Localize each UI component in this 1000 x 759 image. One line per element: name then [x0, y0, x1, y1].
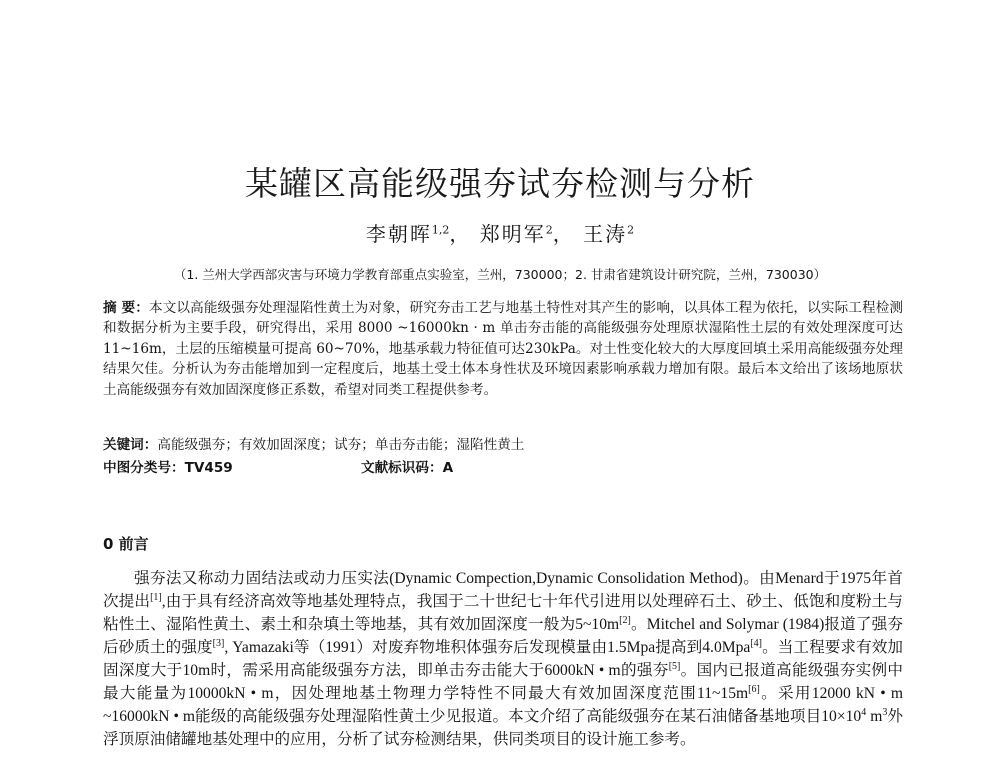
citation-mark: 4: [861, 706, 867, 718]
keywords-text: 高能级强夯；有效加固深度；试夯；单击夯击能；湿陷性黄土: [157, 437, 525, 453]
body-text-segment: ,由于具有经济高效等地基处理特点，我国于二十世纪七十年代引进用以处理碎石土、砂土、低饱和度粉土与粘性土、湿陷性黄土、素土和杂填土等地基，其有效加固深度一般为5~10m: [103, 593, 903, 633]
author-list: [0, 218, 1000, 247]
abstract-text: 本文以高能级强夯处理湿陷性黄土为对象，研究夯击工艺与地基土特性对其产生的影响，以具体工程为依托，以实际工程检测和数据分析为主要手段，研究得出，采用 8000 ~16000kn · m 单击夯击能的高能级强夯处理原状湿陷性土层的有效处理深度可达 11~16m，土层的压缩模量可提高 60~70%，地基承载力特征值可达230kPa。对土性变化较大的大厚度回填土采用高能级强夯处理结果欠佳。分析认为夯击能增加到一定程度后，地基土受土体本身性状及环境因素影响承载力增加有限。最后本文给出了该场地原状土高能级强夯有效加固深度修正系数，希望对同类工程提供参考。: [103, 300, 904, 398]
keywords-label: 关键词：: [103, 437, 158, 453]
author-3: 王涛$^2$: [583, 222, 635, 246]
document-code: 文献标识码：A: [361, 460, 454, 476]
body-text-segment: m: [866, 708, 883, 725]
section-heading: 0 前言: [103, 535, 149, 553]
paper-title: 某罐区高能级强夯试夯检测与分析: [245, 164, 755, 203]
author-2: 郑明军$^2$，: [479, 222, 575, 246]
body-text-segment: 强夯法又称动力固结法或动力压实法(Dynamic Compection,Dynamic Consolidation Method)。由Menard于1975年首次提出: [103, 570, 903, 610]
body-text-segment: 。当工程要求有效加固深度大于10m时，需采用高能级强夯方法，即单击夯击能大于6000kN • m的强夯: [103, 639, 903, 679]
author-affiliation-mark: 2: [545, 223, 553, 237]
body-text-segment: 外浮顶原油储罐地基处理中的应用，分析了试夯检测结果，供同类项目的设计施工参考。: [103, 708, 903, 748]
citation-mark: [5]: [668, 660, 681, 672]
citation-mark: [1]: [150, 591, 162, 603]
body-text-segment: 。Mitchel and Solymar (1984)报道了强夯后砂质土的强度: [103, 616, 903, 656]
citation-mark: [6]: [748, 683, 760, 695]
body-text-segment: 。采用12000 kN • m ~16000kN • m能级的高能级强夯处理湿陷性黄土少见报道。本文介绍了高能级强夯在某石油储备基地项目10×10: [103, 685, 904, 725]
abstract-label: 摘 要：: [103, 300, 149, 316]
author-1: 李朝晖$^{1,2}$，: [365, 222, 472, 246]
body-text-segment: 。国内已报道高能级强夯实例中最大能量为10000kN • m，因处理地基土物理力学特性不同最大有效加固深度范围11~15m: [103, 662, 903, 702]
body-paragraph: [103, 567, 903, 751]
author-affiliation-mark: 2: [627, 223, 635, 237]
citation-mark: [3]: [212, 637, 225, 649]
author-affiliation-mark: 1,2: [431, 223, 450, 237]
citation-mark: [4]: [750, 637, 763, 649]
body-text-segment: , Yamazaki等（1991）对废弃物堆积体强夯后发现模量由1.5Mpa提高到4.0Mpa: [224, 639, 751, 656]
clc-number: 中图分类号：TV459: [103, 460, 233, 476]
affiliation-line: （1. 兰州大学西部灾害与环境力学教育部重点实验室，兰州，730000；2. 甘肃省建筑设计研究院，兰州，730030）: [173, 267, 827, 282]
keywords-line: [103, 435, 903, 455]
abstract-block: [103, 298, 903, 400]
citation-mark: [2]: [619, 614, 631, 626]
citation-mark: 3: [882, 706, 888, 718]
